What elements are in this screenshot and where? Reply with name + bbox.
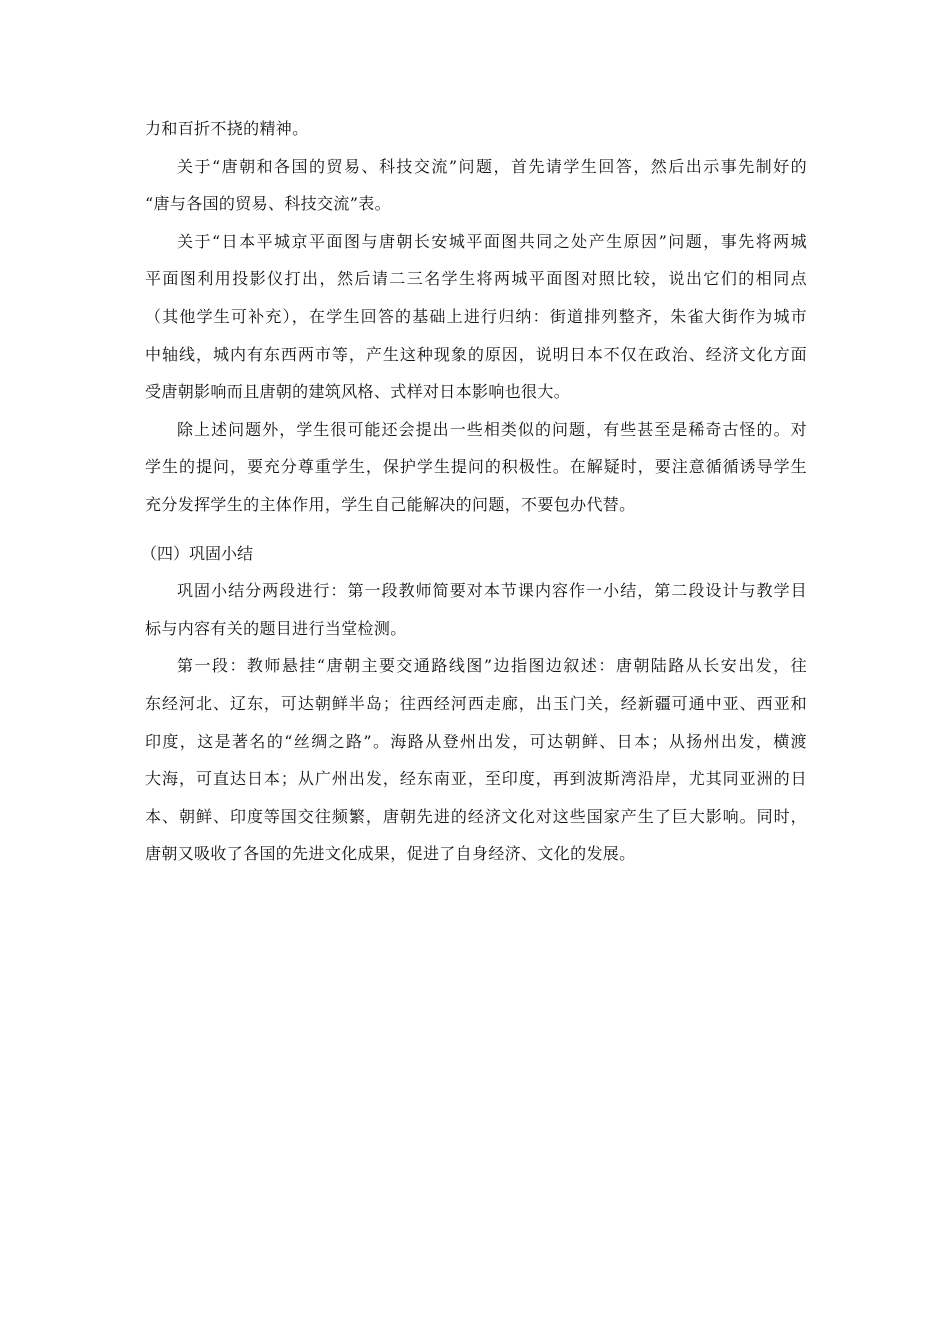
paragraph-line: 大海，可直达日本；从广州出发，经东南亚，至印度，再到波斯湾沿岸，尤其同亚洲的日 bbox=[145, 769, 807, 789]
paragraph-line: 除上述问题外，学生很可能还会提出一些相类似的问题，有些甚至是稀奇古怪的。对 bbox=[177, 419, 807, 439]
paragraph-line: “唐与各国的贸易、科技交流”表。 bbox=[145, 194, 391, 214]
paragraph-line: 唐朝又吸收了各国的先进文化成果，促进了自身经济、文化的发展。 bbox=[145, 844, 636, 864]
paragraph-line: 东经河北、辽东，可达朝鲜半岛；往西经河西走廊，出玉门关，经新疆可通中亚、西亚和 bbox=[145, 693, 807, 713]
paragraph-line: 本、朝鲜、印度等国交往频繁，唐朝先进的经济文化对这些国家产生了巨大影响。同时， bbox=[145, 806, 807, 826]
paragraph-line: 中轴线，城内有东西两市等，产生这种现象的原因，说明日本不仅在政治、经济文化方面 bbox=[145, 344, 807, 364]
section-gap bbox=[145, 533, 807, 544]
paragraph-line: 受唐朝影响而且唐朝的建筑风格、式样对日本影响也很大。 bbox=[145, 382, 571, 402]
paragraph-line: 关于“日本平城京平面图与唐朝长安城平面图共同之处产生原因”问题，事先将两城 bbox=[177, 231, 807, 251]
paragraph-line: 充分发挥学生的主体作用，学生自己能解决的问题，不要包办代替。 bbox=[145, 494, 636, 514]
paragraph-line: 力和百折不挠的精神。 bbox=[145, 119, 309, 138]
paragraph-line: 关于“唐朝和各国的贸易、科技交流”问题，首先请学生回答，然后出示事先制好的 bbox=[177, 156, 807, 176]
paragraph-line: 学生的提问，要充分尊重学生，保护学生提问的积极性。在解疑时，要注意循循诱导学生 bbox=[145, 457, 807, 477]
section-heading: （四）巩固小结 bbox=[141, 543, 254, 563]
paragraph-line: 巩固小结分两段进行：第一段教师简要对本节课内容作一小结，第二段设计与教学目 bbox=[177, 581, 807, 601]
paragraph-line: 印度，这是著名的“丝绸之路”。海路从登州出发，可达朝鲜、日本；从扬州出发，横渡 bbox=[145, 731, 807, 751]
paragraph-line: 第一段：教师悬挂“唐朝主要交通路线图”边指图边叙述：唐朝陆路从长安出发，往 bbox=[177, 656, 807, 676]
document-page bbox=[141, 119, 807, 882]
paragraph-line: 平面图利用投影仪打出，然后请二三名学生将两城平面图对照比较，说出它们的相同点 bbox=[145, 269, 807, 289]
paragraph-line: 标与内容有关的题目进行当堂检测。 bbox=[145, 618, 407, 638]
paragraph-line: （其他学生可补充），在学生回答的基础上进行归纳：街道排列整齐，朱雀大街作为城市 bbox=[145, 306, 807, 326]
